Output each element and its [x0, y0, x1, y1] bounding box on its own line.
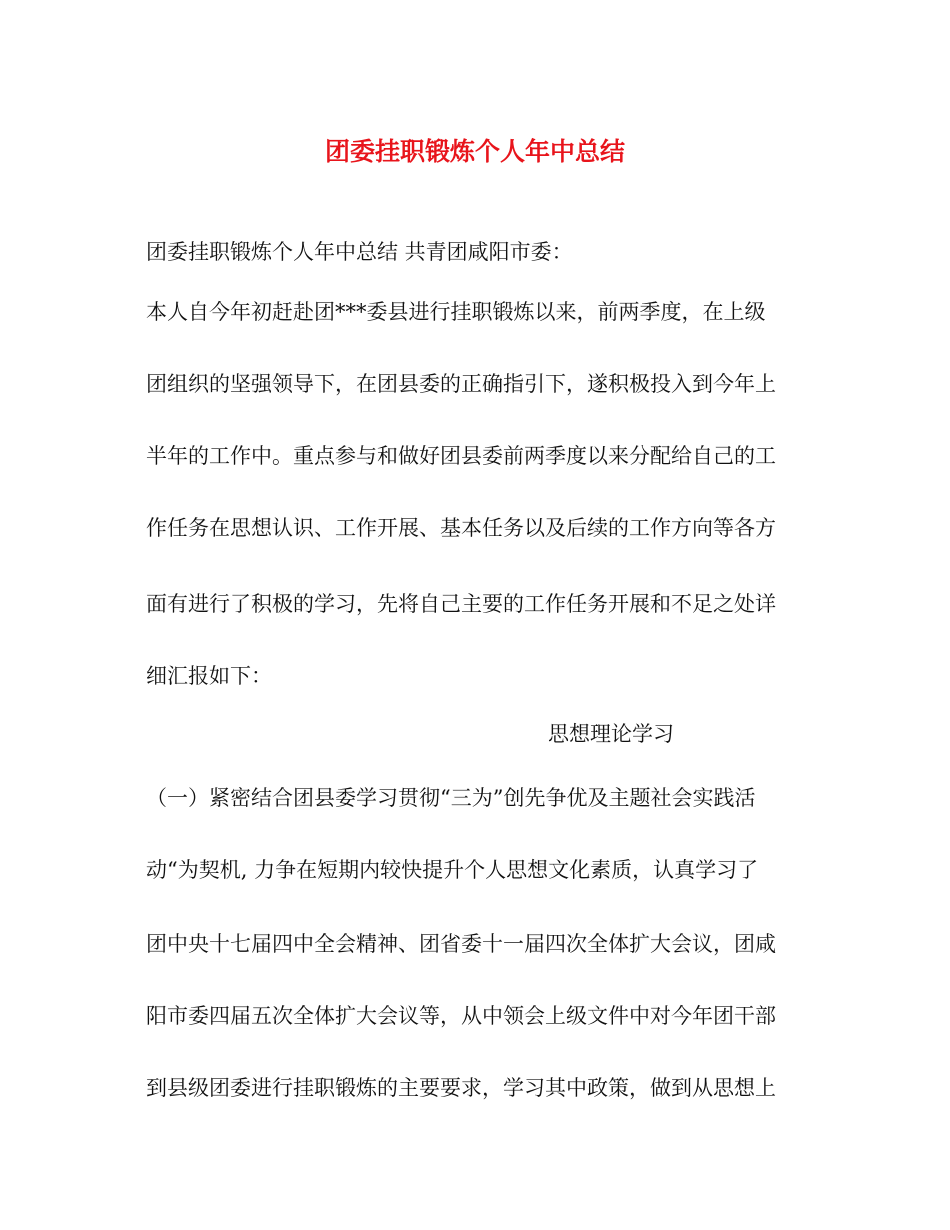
paragraph-line: 动“为契机, 力争在短期内较快提升个人思想文化素质，认真学习了	[146, 858, 759, 882]
paragraph-line: 面有进行了积极的学习，先将自己主要的工作任务开展和不足之处详	[146, 592, 776, 616]
paragraph-line: 作任务在思想认识、工作开展、基本任务以及后续的工作方向等各方	[146, 516, 776, 540]
paragraph-line: 本人自今年初赶赴团***委县进行挂职锻炼以来，前两季度，在上级	[146, 300, 766, 324]
paragraph-line: 到县级团委进行挂职锻炼的主要要求，学习其中政策，做到从思想上	[146, 1076, 776, 1100]
paragraph-line: 半年的工作中。重点参与和做好团县委前两季度以来分配给自己的工	[146, 444, 776, 468]
paragraph-line: 细汇报如下：	[146, 664, 272, 688]
paragraph-line: （一）紧密结合团县委学习贯彻“三为”创先争优及主题社会实践活	[146, 786, 756, 810]
intro-line: 团委挂职锻炼个人年中总结 共青团咸阳市委：	[146, 240, 573, 264]
paragraph-line: 阳市委四届五次全体扩大会议等，从中领会上级文件中对今年团干部	[146, 1004, 776, 1028]
paragraph-line: 团中央十七届四中全会精神、团省委十一届四次全体扩大会议，团咸	[146, 932, 776, 956]
section-heading: 思想理论学习	[548, 722, 674, 746]
document-title: 团委挂职锻炼个人年中总结	[324, 137, 625, 166]
paragraph-line: 团组织的坚强领导下，在团县委的正确指引下，遂积极投入到今年上	[146, 372, 776, 396]
